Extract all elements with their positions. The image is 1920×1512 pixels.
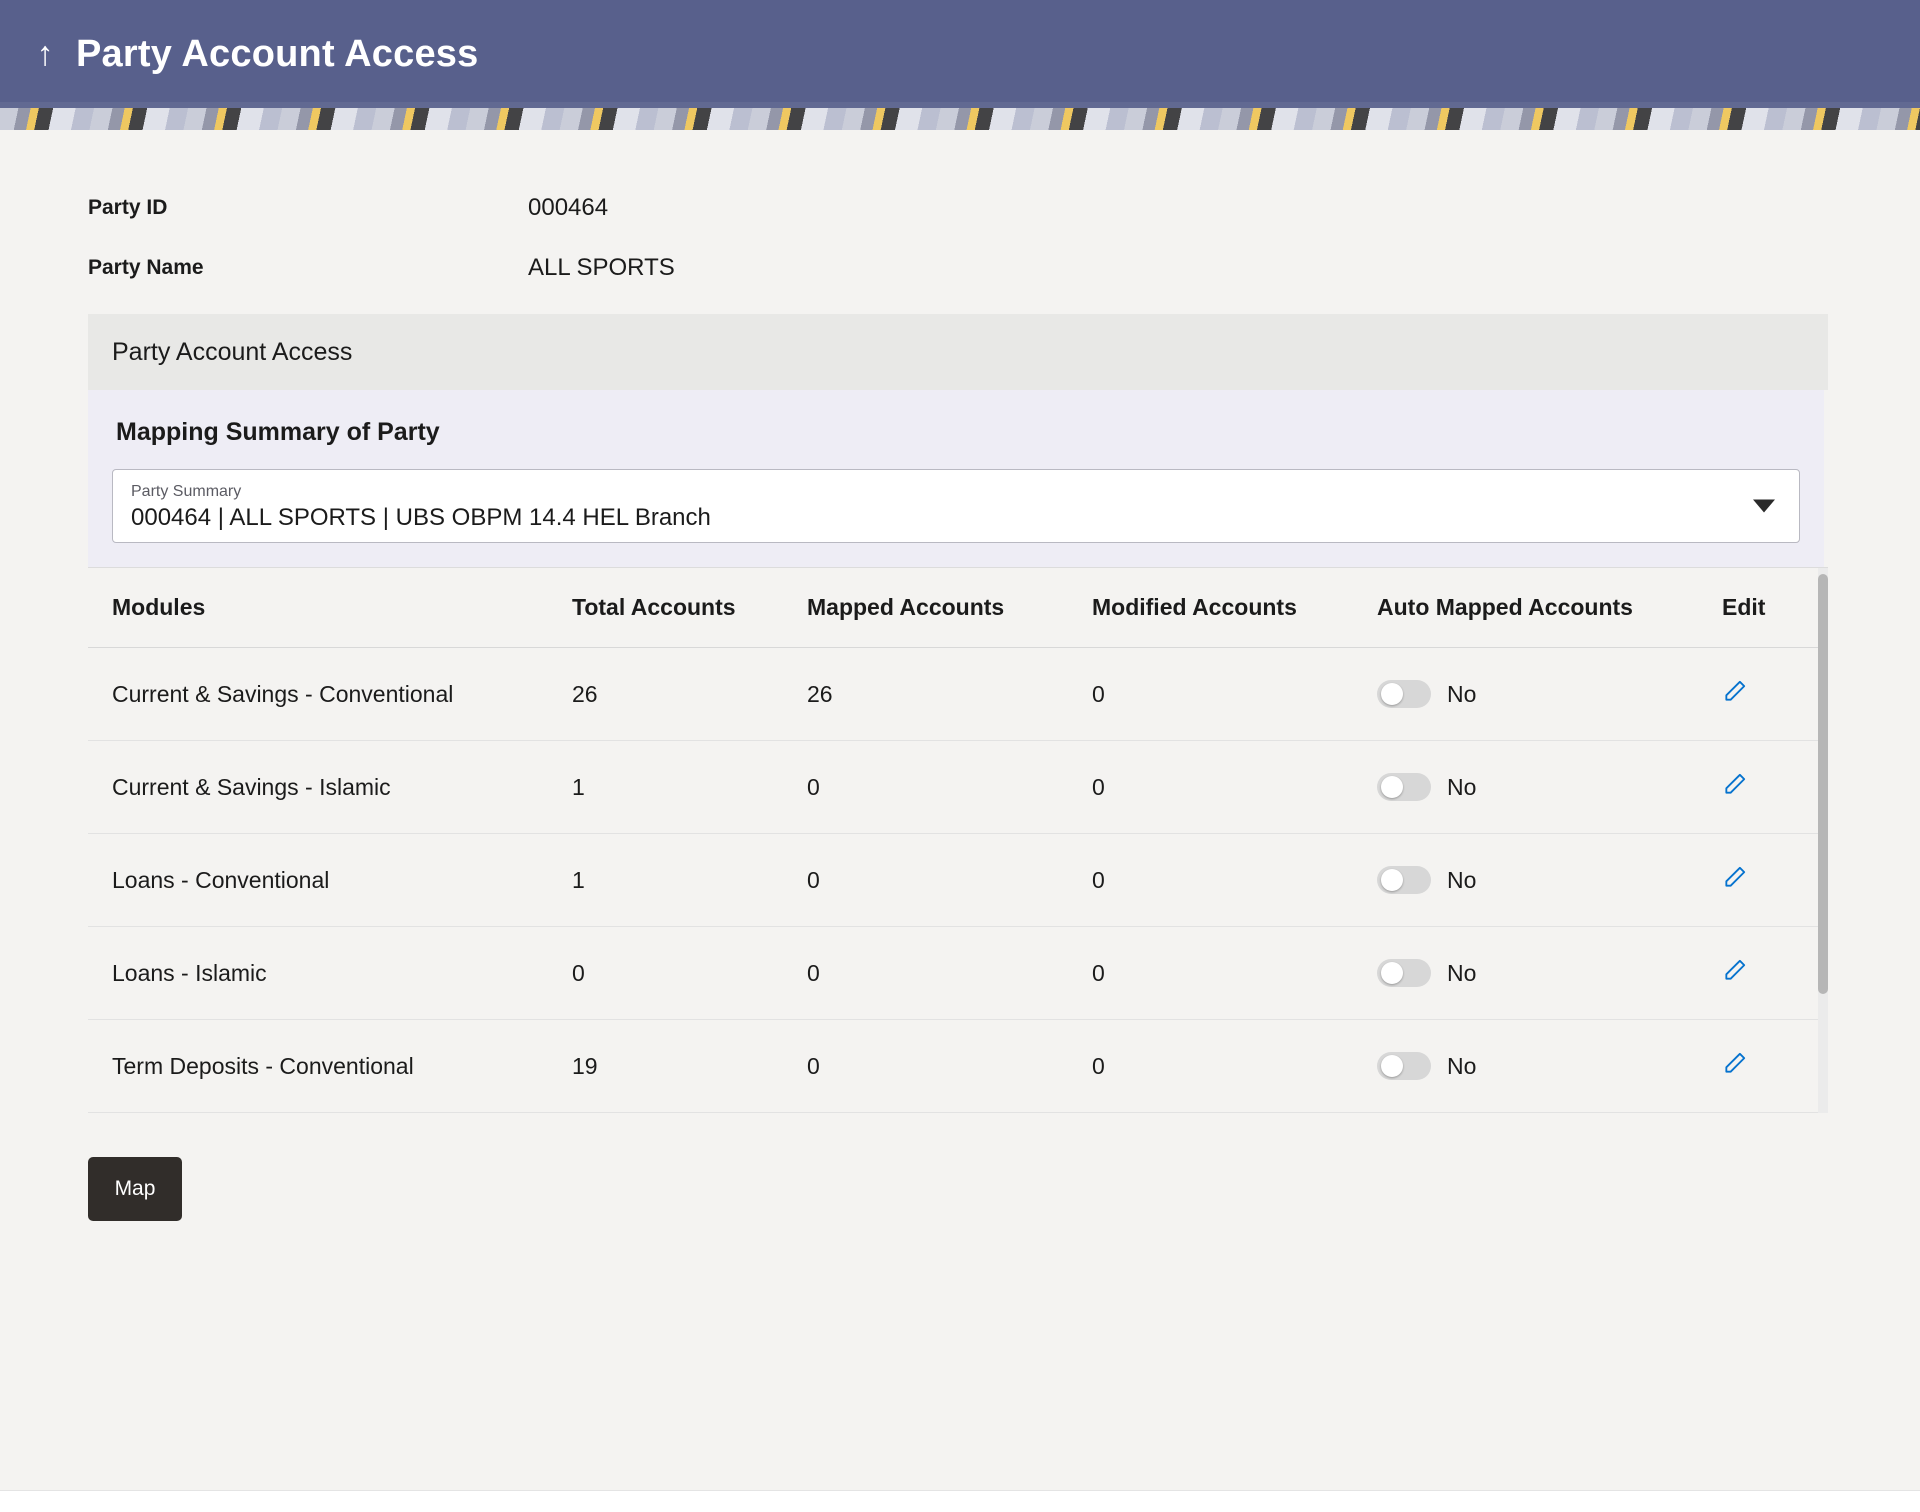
- party-id-label: Party ID: [88, 196, 168, 219]
- cell-module: Loans - Conventional: [88, 834, 548, 927]
- cell-total-accounts: 1: [548, 834, 783, 927]
- col-header-edit: Edit: [1698, 568, 1824, 648]
- app-header: [0, 0, 1920, 108]
- auto-mapped-value: No: [1447, 959, 1477, 986]
- auto-mapped-value: No: [1447, 866, 1477, 893]
- cell-modified-accounts-link[interactable]: 0: [1068, 927, 1353, 1020]
- col-header-modules: Modules: [88, 568, 548, 648]
- cell-modified-accounts-link[interactable]: 0: [1068, 1020, 1353, 1113]
- auto-mapped-toggle[interactable]: [1377, 1052, 1431, 1080]
- cell-modified-accounts-link[interactable]: 0: [1068, 648, 1353, 741]
- table-row: [88, 927, 1824, 1020]
- auto-mapped-toggle[interactable]: [1377, 959, 1431, 987]
- decorative-texture-strip: [0, 108, 1920, 130]
- cell-total-accounts: 19: [548, 1020, 783, 1113]
- cell-edit: [1698, 834, 1824, 927]
- back-arrow-icon[interactable]: ↑: [36, 35, 54, 73]
- col-header-modified-accounts: Modified Accounts: [1068, 568, 1353, 648]
- party-id-row: [88, 194, 1920, 222]
- cell-module: Current & Savings - Islamic: [88, 741, 548, 834]
- col-header-auto-mapped-accounts: Auto Mapped Accounts: [1353, 568, 1698, 648]
- cell-mapped-accounts-link[interactable]: 0: [783, 927, 1068, 1020]
- table-header-row: [88, 568, 1824, 648]
- cell-edit: [1698, 1020, 1824, 1113]
- pencil-icon[interactable]: [1722, 678, 1748, 704]
- auto-mapped-toggle[interactable]: [1377, 866, 1431, 894]
- cell-auto-mapped: [1353, 927, 1698, 1020]
- auto-mapped-toggle[interactable]: [1377, 773, 1431, 801]
- party-name-row: [88, 254, 1920, 282]
- cell-edit: [1698, 648, 1824, 741]
- table-row: [88, 741, 1824, 834]
- cell-modified-accounts-link[interactable]: 0: [1068, 741, 1353, 834]
- pencil-icon[interactable]: [1722, 864, 1748, 890]
- col-header-total-accounts: Total Accounts: [548, 568, 783, 648]
- page-title: Party Account Access: [76, 32, 479, 75]
- party-details: [0, 130, 1920, 282]
- table-row: [88, 648, 1824, 741]
- auto-mapped-value: No: [1447, 680, 1477, 707]
- toggle-knob: [1381, 962, 1403, 984]
- scrollbar-thumb[interactable]: [1818, 574, 1828, 994]
- bottom-bar: [0, 1490, 1920, 1512]
- party-name-value: ALL SPORTS: [528, 254, 675, 281]
- pencil-icon[interactable]: [1722, 1050, 1748, 1076]
- cell-mapped-accounts-link[interactable]: 0: [783, 834, 1068, 927]
- auto-mapped-value: No: [1447, 1052, 1477, 1079]
- cell-module: Term Deposits - Conventional: [88, 1020, 548, 1113]
- modules-table: [88, 568, 1824, 1113]
- table-vertical-scrollbar[interactable]: [1818, 568, 1828, 1113]
- cell-mapped-accounts-link[interactable]: 0: [783, 1020, 1068, 1113]
- pencil-icon[interactable]: [1722, 771, 1748, 797]
- cell-module: Loans - Islamic: [88, 927, 548, 1020]
- cell-auto-mapped: [1353, 648, 1698, 741]
- auto-mapped-toggle[interactable]: [1377, 680, 1431, 708]
- page-body: [0, 130, 1920, 1512]
- party-summary-label: Party Summary: [131, 482, 242, 500]
- party-summary-value: 000464 | ALL SPORTS | UBS OBPM 14.4 HEL Branch: [131, 503, 711, 531]
- auto-mapped-value: No: [1447, 773, 1477, 800]
- cell-edit: [1698, 927, 1824, 1020]
- cell-total-accounts: 0: [548, 927, 783, 1020]
- cell-auto-mapped: [1353, 741, 1698, 834]
- modules-table-wrapper: [88, 567, 1828, 1113]
- cell-auto-mapped: [1353, 1020, 1698, 1113]
- party-summary-select[interactable]: [112, 469, 1800, 543]
- map-button[interactable]: Map: [88, 1157, 182, 1221]
- table-row: [88, 834, 1824, 927]
- toggle-knob: [1381, 1055, 1403, 1077]
- toggle-knob: [1381, 869, 1403, 891]
- toggle-knob: [1381, 683, 1403, 705]
- cell-edit: [1698, 741, 1824, 834]
- cell-total-accounts: 26: [548, 648, 783, 741]
- cell-modified-accounts-link[interactable]: 0: [1068, 834, 1353, 927]
- col-header-mapped-accounts: Mapped Accounts: [783, 568, 1068, 648]
- toggle-knob: [1381, 776, 1403, 798]
- party-name-label: Party Name: [88, 256, 204, 279]
- cell-module: Current & Savings - Conventional: [88, 648, 548, 741]
- cell-mapped-accounts-link[interactable]: 26: [783, 648, 1068, 741]
- panel-title: Mapping Summary of Party: [116, 418, 440, 446]
- mapping-summary-panel: [88, 390, 1824, 567]
- cell-mapped-accounts-link[interactable]: 0: [783, 741, 1068, 834]
- chevron-down-icon[interactable]: [1753, 500, 1775, 513]
- party-id-value: 000464: [528, 194, 609, 221]
- pencil-icon[interactable]: [1722, 957, 1748, 983]
- cell-auto-mapped: [1353, 834, 1698, 927]
- party-account-access-card: [88, 314, 1828, 1113]
- table-row: [88, 1020, 1824, 1113]
- card-title: Party Account Access: [88, 314, 1828, 390]
- cell-total-accounts: 1: [548, 741, 783, 834]
